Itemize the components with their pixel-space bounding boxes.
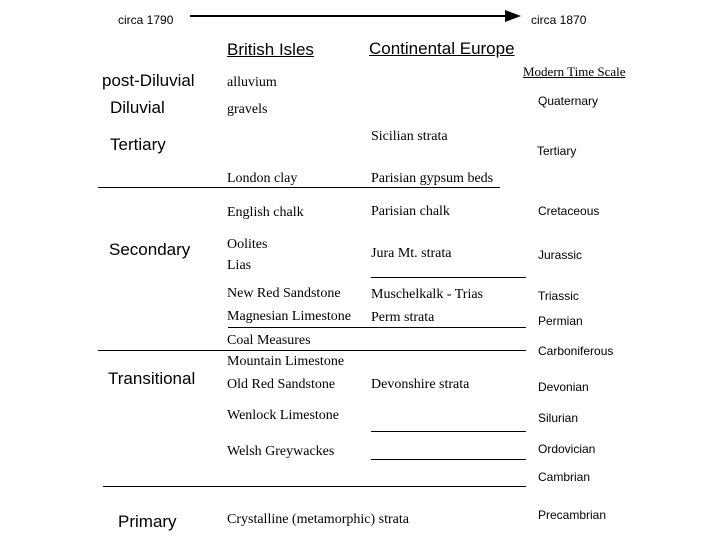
timeline-end-label: circa 1870 bbox=[531, 13, 587, 27]
modern-quaternary: Quaternary bbox=[538, 94, 599, 108]
timeline-arrow-head bbox=[505, 10, 521, 22]
continental-muschelkalk-trias: Muschelkalk - Trias bbox=[371, 287, 483, 302]
continental-parisian-chalk: Parisian chalk bbox=[371, 204, 450, 219]
modern-cretaceous: Cretaceous bbox=[538, 204, 600, 218]
boundary-line-silurian bbox=[371, 431, 526, 432]
boundary-line-secondary-right bbox=[384, 350, 526, 351]
modern-triassic: Triassic bbox=[538, 289, 579, 303]
boundary-line-primary bbox=[103, 486, 526, 487]
modern-ordovician: Ordovician bbox=[538, 442, 596, 456]
continental-sicilian-strata: Sicilian strata bbox=[371, 129, 448, 144]
modern-carboniferous: Carboniferous bbox=[538, 344, 614, 358]
modern-cambrian: Cambrian bbox=[538, 470, 591, 484]
era-tertiary: Tertiary bbox=[110, 135, 166, 154]
era-transitional: Transitional bbox=[108, 369, 196, 388]
british-lias: Lias bbox=[227, 258, 252, 273]
era-diluvial: Diluvial bbox=[110, 98, 165, 117]
continental-devonshire-strata: Devonshire strata bbox=[371, 377, 470, 392]
british-alluvium: alluvium bbox=[227, 75, 277, 90]
british-old-red-sandstone: Old Red Sandstone bbox=[227, 377, 336, 392]
modern-jurassic: Jurassic bbox=[538, 248, 583, 262]
modern-silurian: Silurian bbox=[538, 411, 579, 425]
british-crystalline-strata: Crystalline (metamorphic) strata bbox=[227, 512, 409, 527]
boundary-line-secondary-left bbox=[98, 350, 385, 351]
british-english-chalk: English chalk bbox=[227, 205, 304, 220]
modern-time-scale-header: Modern Time Scale bbox=[523, 64, 626, 79]
modern-devonian: Devonian bbox=[538, 380, 589, 394]
boundary-line-permian bbox=[228, 327, 526, 328]
modern-tertiary: Tertiary bbox=[537, 144, 577, 158]
timeline-arrow-line bbox=[190, 15, 508, 17]
modern-permian: Permian bbox=[538, 314, 583, 328]
timeline-start-label: circa 1790 bbox=[118, 13, 174, 27]
british-isles-header: British Isles bbox=[227, 40, 314, 59]
british-coal-measures: Coal Measures bbox=[227, 333, 311, 348]
continental-perm-strata: Perm strata bbox=[371, 310, 435, 325]
era-primary: Primary bbox=[118, 512, 177, 531]
british-london-clay: London clay bbox=[227, 171, 298, 186]
british-mountain-limestone: Mountain Limestone bbox=[227, 354, 345, 369]
british-gravels: gravels bbox=[227, 102, 268, 117]
continental-jura-strata: Jura Mt. strata bbox=[371, 246, 452, 261]
boundary-line-jurassic bbox=[371, 277, 526, 278]
continental-parisian-gypsum-beds: Parisian gypsum beds bbox=[371, 171, 494, 186]
era-post-diluvial: post-Diluvial bbox=[102, 71, 195, 90]
british-wenlock-limestone: Wenlock Limestone bbox=[227, 408, 340, 423]
british-welsh-greywackes: Welsh Greywackes bbox=[227, 444, 335, 459]
continental-europe-header: Continental Europe bbox=[369, 39, 515, 58]
british-oolites: Oolites bbox=[227, 237, 268, 252]
era-secondary: Secondary bbox=[109, 240, 191, 259]
boundary-line-ordovician bbox=[371, 459, 526, 460]
modern-precambrian: Precambrian bbox=[538, 508, 607, 522]
british-magnesian-limestone: Magnesian Limestone bbox=[227, 309, 352, 324]
british-new-red-sandstone: New Red Sandstone bbox=[227, 286, 341, 301]
boundary-line-tertiary bbox=[98, 187, 500, 188]
